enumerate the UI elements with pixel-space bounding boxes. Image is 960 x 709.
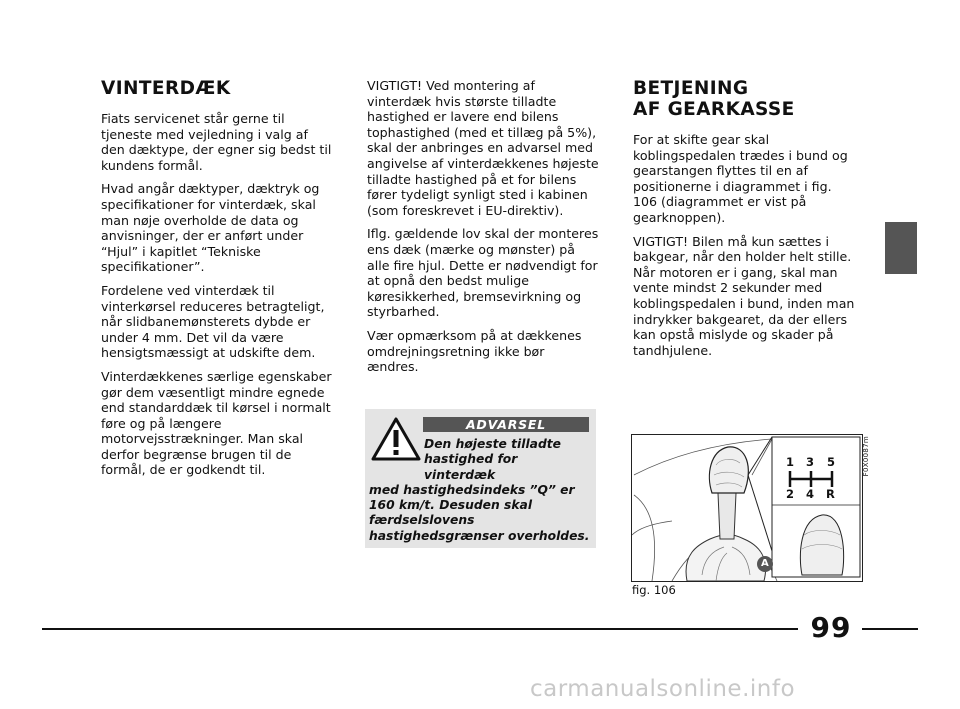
figure-caption: fig. 106 xyxy=(632,583,676,597)
callout-label: A xyxy=(761,558,769,569)
gear-shift-figure xyxy=(631,434,863,582)
warning-line: Den højeste tilladte xyxy=(424,437,562,451)
gear-label: 1 xyxy=(786,455,795,469)
gear-label: 4 xyxy=(806,487,815,501)
page-number: 99 xyxy=(810,611,852,644)
footer-rule xyxy=(862,628,918,630)
warning-body: med hastighedsindeks ”Q” er 160 km/t. Desuden skal færdselslovens hastighedsgrænser overholdes. xyxy=(369,482,590,543)
warning-label: ADVARSEL xyxy=(423,417,589,432)
paragraph: Iflg. gældende lov skal der monteres ens dæk (mærke og mønster) på alle fire hjul. Dette er nødvendigt for at opnå den bedst mulige køresikkerhed, bremsevirkning og styrbarhed. xyxy=(367,226,599,320)
paragraph: Fiats servicenet står gerne til tjeneste med vejledning i valg af den dæktype, der egner sig bedst til kundens formål. xyxy=(101,111,332,173)
gear-label: 2 xyxy=(786,487,795,501)
gear-label: 3 xyxy=(806,455,815,469)
paragraph: Vær opmærksom på at dækkenes omdrejningsretning ikke bør ændres. xyxy=(367,327,582,375)
warning-text xyxy=(369,437,591,544)
section-title-gearbox xyxy=(633,78,858,120)
column-gearbox xyxy=(633,78,858,366)
gear-label: 5 xyxy=(827,455,836,469)
warning-box xyxy=(365,409,596,548)
column-tire-notes xyxy=(367,78,599,383)
column-winter-tires xyxy=(101,78,333,486)
paragraph: VIGTIGT! Ved montering af vinterdæk hvis største tilladte hastighed er lavere end bilens tophastighed (med et tillæg på 5%), skal der anbringes en advarsel med angivelse af vinterdækkenes højeste tilladte hastighed på et for bilens fører tydeligt synligt sted i kabinen (som foreskrevet i EU-direktiv). xyxy=(367,78,599,218)
figure-code: F0X0087m xyxy=(862,436,870,477)
title-line: AF GEARKASSE xyxy=(633,99,795,120)
title-line: BETJENING xyxy=(633,78,749,99)
paragraph: Vinterdækkenes særlige egenskaber gør dem væsentligt mindre egnede end standarddæk til kørsel i normalt føre og på længere motorvejsstrækninger. Man skal derfor begrænse brugen til de formål, de er godkendt til. xyxy=(101,368,332,478)
paragraph: Hvad angår dæktyper, dæktryk og specifikationer for vinterdæk, skal man nøje overholde de data og anvisninger, der er anført under “Hjul” i kapitlet “Tekniske specifikationer”. xyxy=(101,181,320,275)
paragraph: VIGTIGT! Bilen må kun sættes i bakgear, når den holder helt stille. Når motoren er i gang, skal man vente mindst 2 sekunder med koblingspedalen i bund, inden man indrykker bakgearet, da der ellers kan opstå mislyde og skader på tandhjulene. xyxy=(633,233,855,358)
gear-label: R xyxy=(826,487,835,501)
section-title-winter-tires: VINTERDÆK xyxy=(101,78,231,99)
chapter-tab xyxy=(885,222,917,274)
footer-rule xyxy=(42,628,798,630)
paragraph: For at skifte gear skal koblingspedalen trædes i bund og gearstangen flyttes til en af positionerne i diagrammet i fig. 106 (diagrammet er vist på gearknoppen). xyxy=(633,132,848,225)
warning-line: hastighed for vinterdæk xyxy=(424,452,518,482)
paragraph: Fordelene ved vinterdæk til vinterkørsel reduceres betragteligt, når slidbanemønsterets dybde er under 4 mm. Det vil da være hensigtsmæssigt at udskifte dem. xyxy=(101,282,325,361)
watermark: carmanualsonline.info xyxy=(530,676,796,702)
